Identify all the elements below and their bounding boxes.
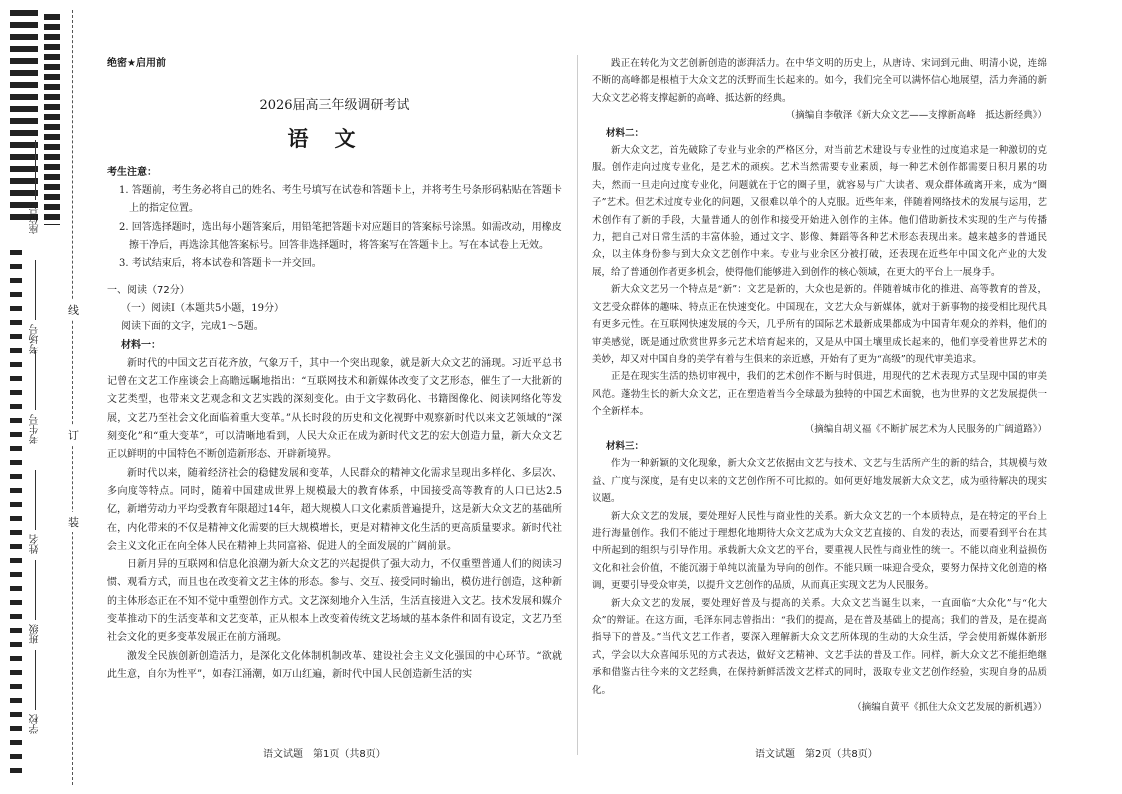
left-page <box>107 55 562 745</box>
seal-mark-pack: 装 <box>68 512 79 532</box>
source-citation: （摘编自李敬泽《新大众文艺——支撑新高峰 抵达新经典》） <box>785 110 1047 122</box>
paragraph: 激发全民族创新创造活力，是深化文化体制机制改革、建设社会主义文化强国的中心环节。“欲就此生意，自尔为性平”，如春江涌潮，如万山红遍，新时代中国人民创造新生活的实 <box>107 650 562 680</box>
page-footer: 语文试题 第1页（共8页） <box>263 749 386 760</box>
subsection-heading: （一）阅读Ⅰ（本题共5小题，19分） <box>121 302 285 314</box>
material-label: 材料一： <box>121 339 161 351</box>
exam-title: 2026届高三年级调研考试 <box>259 98 410 114</box>
paragraph: 新时代的中国文艺百花齐放，气象万千，其中一个突出现象，就是新大众文艺的涌现。习近平总书记曾在文艺工作座谈会上高瞻远瞩地指出：“互联网技术和新媒体改变了文艺形态，催生了一大批新的文艺类型，也带来文艺观念和文艺实践的深刻变化。由于文字数码化、书籍图像化、阅读网络化等发展，文艺乃至社会文化面临着重大变革。”从长时段的历史和文化视野中观察新时代以来文艺领域的“深刻变化”和“重大变革”，可以清晰地看到，人民大众正在成为新时代文艺的宏大创造力量，新大众文艺正以鲜明的中国特色不断创造新形态、开辟新境界。 <box>107 357 562 461</box>
paragraph: 正是在现实生活的热切审视中，我们的艺术创作不断与时俱进，用现代的艺术表现方式呈现中国的审美风范。蓬勃生长的新大众文艺，正在塑造着当今全球最为独特的中国艺术面貌，也为世界的文艺发展提供一个全新样本。 <box>592 371 1047 418</box>
paragraph: 新大众文艺，首先破除了专业与业余的严格区分，对当前艺术建设与专业性的过度追求是一种激切的克服。创作走向过度专业化，是艺术的顽疾。艺术当然需要专业素质，每一种艺术创作都需要日积月累的功夫，然而一旦走向过度专业化，问题就在于它的圈子里，就容易与广大读者、观众群体疏离开来，成为“圈子”艺术。但艺术过度专业化的问题，又很难以单个的人克服。近些年来，伴随着网络技术的发展与运用，艺术创作有了新的手段，大量普通人的创作和接受开始进入创作的主体。他们借助新技术实现的生产与传播力，把自己对日常生活的丰富体验，通过文字、影像、舞蹈等各种艺术形态表现出来。越来越多的普通民众，以主体身份参与到大众文艺创作中来。专业与业余区分被打破，还表现在近些年中国文化产业的大发展，给了普通创作者更多机会，使得他们能够进入到创作的核心领域，在更大的平台上一展身手。 <box>592 145 1047 278</box>
barcode-graphic-2 <box>44 10 60 225</box>
paragraph: 新大众文艺另一个特点是“新”：文艺是新的，大众也是新的。伴随着城市化的推进、高等教育的普及，文艺受众群体的趣味、特点正在快速变化。中国现在，文艺大众与新媒体，就对于新事物的接受相比现代具有更多元性。在互联网快速发展的今天，几乎所有的国际艺术最新成果都成为中国青年观众的养料，他们的审美感觉，既是通过欣赏世界多元艺术培育起来的，又是从中国土壤里成长起来的，他们享受着世界艺术的美妙，却又对中国自身的美学有着与生俱来的亲近感，开始有了更为“高级”的现代审美追求。 <box>592 284 1047 365</box>
paragraph: 作为一种新颖的文化现象，新大众文艺依据由文艺与技术、文艺与生活所产生的新的结合，其规模与效益、广度与深度，是有史以来的文艺创作所不可比拟的。如何更好地发展新大众文艺，成为亟待解决的现实议题。 <box>592 458 1047 505</box>
subject-title: 语文 <box>287 126 382 151</box>
section-heading: 一、阅读（72分） <box>107 284 190 296</box>
source-citation: （摘编自胡义福《不断扩展艺术为人民服务的广阔道路》） <box>804 423 1047 435</box>
paragraph: 新时代以来，随着经济社会的稳健发展和变革，人民群众的精神文化需求呈现出多样化、多层次、多向度等特点。同时，随着中国建成世界上规模最大的教育体系，中国接受高等教育的人口已达2.5亿，新增劳动力平均受教育年限超过14年，超大规模人口文化素质普遍提升，这是新大众文艺的基础所在，内化带来的不仅是精神文化需要的巨大规模增长，更是对精神文化生活的更高质量要求。新时代社会主义文化正在向全体人民在精神上共同富裕、促进人的全面发展的广阔前景。 <box>107 467 562 552</box>
note-item: 2. 回答选择题时，选出每小题答案后，用铅笔把答题卡对应题目的答案标号涂黑。如需改动，用橡皮擦干净后，再选涂其他答案标号。回答非选择题时，将答案写在答题卡上。写在本试卷上无效。 <box>119 221 562 252</box>
binding-strip <box>0 0 100 794</box>
seat-number-field: 座位号 <box>28 140 43 234</box>
seal-mark-line: 线 <box>68 300 79 320</box>
exam-room-field: 考场号 <box>28 260 43 354</box>
page-footer: 语文试题 第2页（共8页） <box>755 749 878 760</box>
secret-label: 绝密★启用前 <box>107 58 166 69</box>
material-label: 材料三： <box>606 440 645 452</box>
note-item: 1. 答题前，考生务必将自己的姓名、考生号填写在试卷和答题卡上，并将考生号条形码粘贴在答题卡上的指定位置。 <box>119 185 562 215</box>
paragraph: 践正在转化为文艺创新创造的澎湃活力。在中华文明的历史上，从唐诗、宋词到元曲、明清小说，连绵不断的高峰都是根植于大众文艺的沃野而生长起来的。如今，我们完全可以满怀信心地展望，活力奔涌的新大众文艺必将支撑起新的高峰、抵达新的经典。 <box>592 58 1047 104</box>
class-field: 班级 <box>28 560 43 644</box>
candidate-number-field: 考生号 <box>28 350 43 444</box>
instruction: 阅读下面的文字，完成1～5题。 <box>121 321 264 333</box>
right-page <box>592 55 1047 745</box>
seal-mark-bind: 订 <box>68 425 79 445</box>
school-field: 学校 <box>28 650 43 734</box>
source-citation: （摘编自黄平《抓住大众文艺发展的新机遇》） <box>852 702 1047 714</box>
paragraph: 新大众文艺的发展，要处理好人民性与商业性的关系。新大众文艺的一个本质特点，是在特定的平台上进行海量创作。我们不能过于理想化地期待大众文艺成为大众文艺直接的、自发的表达，而要看到平台在其中所起到的组织与引导作用。承载新大众文艺的平台，要重视人民性与商业性的统一。不能以商业利益损伤文化和社会价值，不能沉溺于单纯以流量为导向的创作。不能只顾一味迎合受众，要努力保持文化创造的格调，更要引导受众审美，以提升文艺创作的品质，从而真正实现文艺为人民服务。 <box>592 510 1047 592</box>
paragraph: 日新月异的互联网和信息化浪潮为新大众文艺的兴起提供了强大动力，不仅重塑普通人们的阅读习惯、观看方式，而且也在改变着文艺主体的形态。参与、交互、接受同时输出，模仿进行创造，这种新的主体形态正在不知不觉中重塑创作方式。文艺深刻地介入生活，生活直接进入文艺。技术发展和媒介变革推动下的生活变革和文艺变革，正从根本上改变着传统文艺场域的基本条件和固有设定，文艺乃至社会文化的更多变革发展正在前方涌现。 <box>107 559 562 644</box>
notes-title: 考生注意： <box>107 166 157 178</box>
page-divider <box>577 55 578 755</box>
cut-line <box>72 10 73 785</box>
name-field: 姓名 <box>28 470 43 554</box>
margin-pattern <box>10 250 22 780</box>
paragraph: 新大众文艺的发展，要处理好普及与提高的关系。大众文艺当诞生以来，一直面临“大众化”与“化大众”的辩证。在这方面，毛泽东同志曾指出：“我们的提高，是在普及基础上的提高；我们的普及，是在提高指导下的普及。”当代文艺工作者，要深入理解新大众文艺所体现的生动的大众生活，学会使用新媒体新形式，学会以大众喜闻乐见的方式表达，做好文艺精神、文艺手法的普及工作。同样，新大众文艺不能拒绝继承和借鉴古往今来的文艺经典，在保持新鲜活泼文艺样式的同时，汲取专业文艺创作经验，实现自身的品质化。 <box>592 597 1047 696</box>
note-item: 3. 考试结束后，将本试卷和答题卡一并交回。 <box>119 258 322 270</box>
material-label: 材料二： <box>606 127 645 139</box>
